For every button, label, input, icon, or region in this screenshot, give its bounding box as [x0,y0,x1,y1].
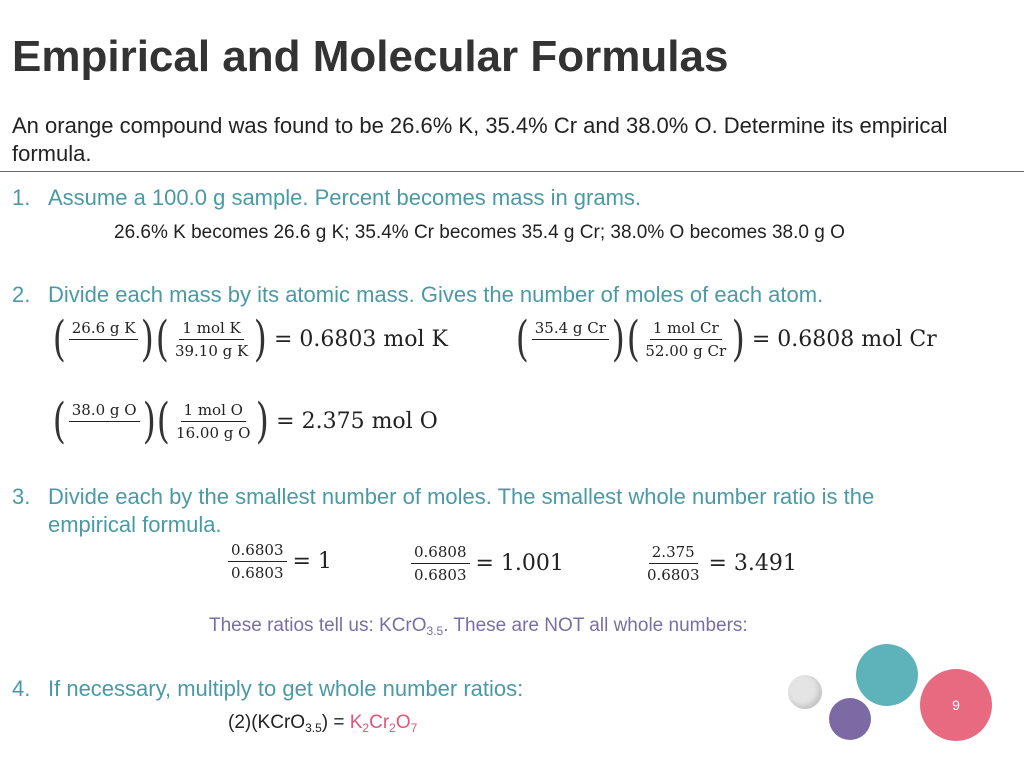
ratio-o-num: 2.375 [649,543,698,564]
calc-oxygen: ( 38.0 g O ) ( $\frac{\text{1 mol O}}{\text{16.00 g O}}$ ) = 2.375 mol O [52,393,438,449]
calc-cr-mol: 1 mol Cr [650,319,722,340]
ratio-chromium [409,543,572,584]
ratio-k-den: 0.6803 [231,564,284,582]
calc-k-mass: 26.6 g K [69,319,139,340]
ratio-cr-result: = 1.001 [475,551,564,576]
step-2-text: Divide each mass by its atomic mass. Gives the number of moles of each atom. [48,282,824,307]
ratio-note: These ratios tell us: KCrO$_{3.5}$. These are NOT all whole numbers: [209,615,748,638]
calc-o-result: = 2.375 mol O [276,408,438,434]
step-2 [12,282,823,308]
calc-o-mol: 1 mol O [181,401,246,422]
step-1-number: 1. [12,185,31,210]
step-3 [12,484,874,510]
ratio-cr-num: 0.6808 [411,543,470,564]
step-1-detail: 26.6% K becomes 26.6 g K; 35.4% Cr becomes 35.4 g Cr; 38.0% O becomes 38.0 g O [114,222,845,243]
problem-statement: An orange compound was found to be 26.6% K, 35.4% Cr and 38.0% O. Determine its empirical formula. [12,113,948,166]
calc-cr-result: = 0.6808 mol Cr [751,326,937,352]
step-3-line-1: Divide each by the smallest number of moles. The smallest whole number ratio is the [48,484,875,509]
calc-cr-atomic-mass: 52.00 g Cr [645,341,727,360]
decor-circle-gray [788,675,822,709]
step-4-text: If necessary, multiply to get whole number ratios: [48,676,524,701]
decor-circle-teal [856,644,918,706]
calc-cr-mass: 35.4 g Cr [532,319,609,340]
ratio-o-den: 0.6803 [647,566,700,584]
calc-k-atomic-mass: 39.10 g K [174,341,249,360]
ratio-potassium [226,541,340,582]
step-2-number: 2. [12,282,31,307]
page-number: 9 [952,697,960,713]
step-3-line-2: empirical formula. [48,512,222,537]
ratio-k-result: = 1 [292,549,332,574]
calc-k-result: = 0.6803 mol K [273,326,448,352]
step-4-number: 4. [12,676,31,701]
slide-title: Empirical and Molecular Formulas [12,32,729,81]
title-divider [0,171,1024,172]
calc-k-mol: 1 mol K [179,319,243,340]
step-4 [12,676,523,702]
calc-o-mass: 38.0 g O [69,401,140,422]
ratio-k-num: 0.6803 [228,541,287,562]
final-equation: (2)(KCrO$_{3.5}$) = $K_2Cr_2O_7$ [228,712,418,735]
step-1 [12,185,641,211]
page-number-badge [920,669,992,741]
decor-circle-purple [829,698,871,740]
final-formula: $K_2Cr_2O_7$ [349,712,418,735]
step-3-number: 3. [12,484,31,509]
calc-potassium: ( 26.6 g K ) ( $\frac{\text{1 mol K}}{\text{39.10 g K}}$ ) = 0.6803 mol K [52,311,448,367]
ratio-o-result: = 3.491 [708,551,797,576]
calc-chromium: ( 35.4 g Cr ) ( $\frac{\text{1 mol Cr}}{\text{52.00 g Cr}}$ ) = 0.6808 mol Cr [515,311,937,367]
ratio-oxygen [642,543,805,584]
calc-o-atomic-mass: 16.00 g O [176,423,251,442]
ratio-cr-den: 0.6803 [414,566,467,584]
step-1-text: Assume a 100.0 g sample. Percent becomes mass in grams. [48,185,642,210]
